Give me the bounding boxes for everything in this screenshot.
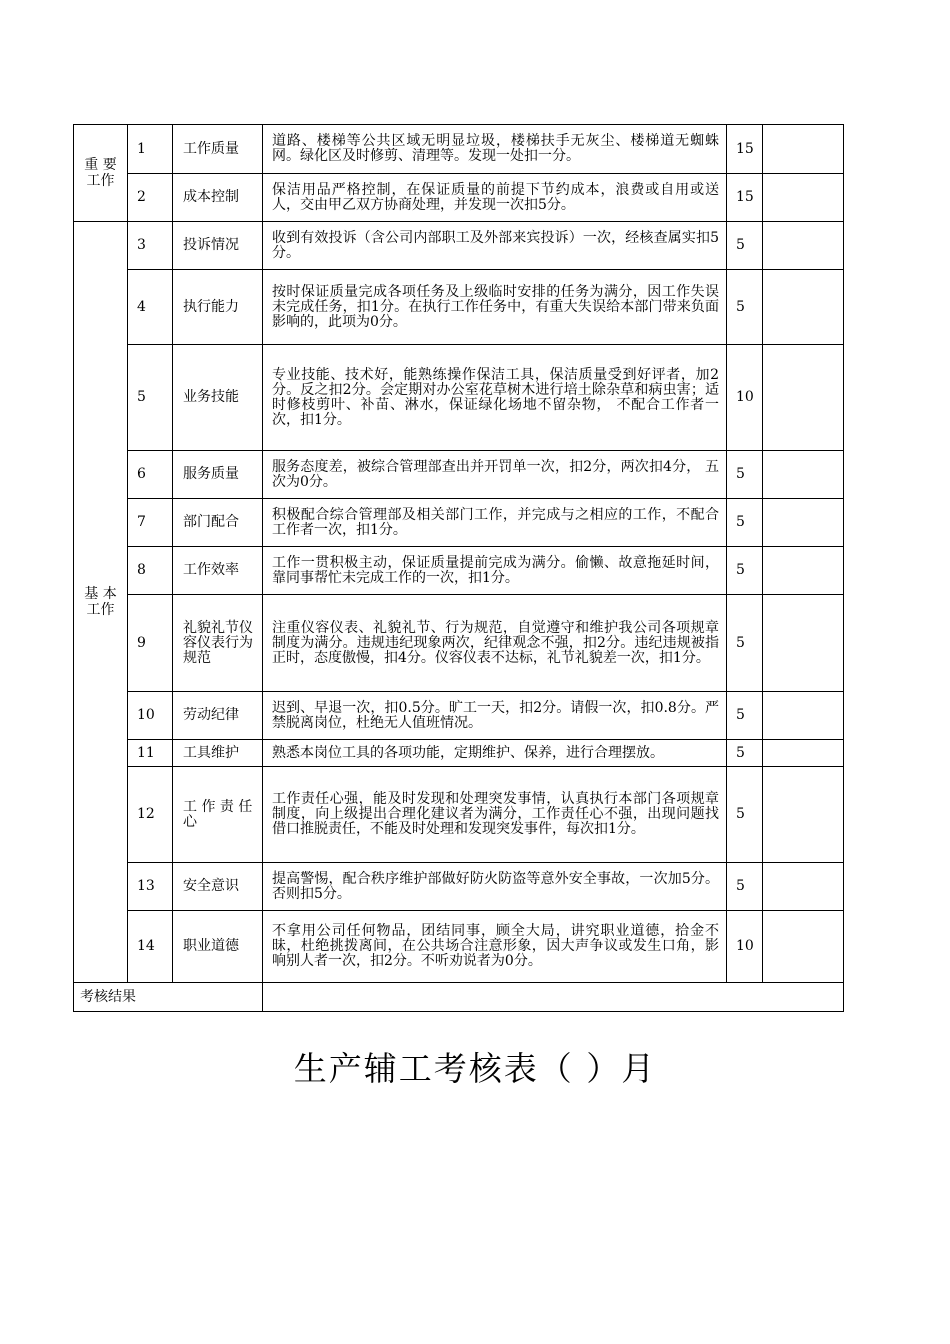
- item-number: 10: [128, 692, 173, 740]
- item-name: 工作效率: [173, 547, 263, 595]
- item-description: 收到有效投诉（含公司内部职工及外部来宾投诉）一次，经核查属实扣5分。: [263, 222, 727, 270]
- item-number: 14: [128, 911, 173, 983]
- item-score: 5: [727, 863, 763, 911]
- item-number: 5: [128, 345, 173, 451]
- assessment-table: [73, 124, 844, 1012]
- item-score: 5: [727, 270, 763, 345]
- table-row: [74, 125, 844, 174]
- item-description: 专业技能、技术好，能熟练操作保洁工具，保洁质量受到好评者，加2分。反之扣2分。会定期对办公室花草树木进行培土除杂草和病虫害；适时修枝剪叶、补苗、淋水，保证绿化场地不留杂物， 不配合工作者一次，扣1分。: [263, 345, 727, 451]
- table-row: [74, 345, 844, 451]
- assessment-table-body: [74, 125, 844, 1012]
- actual-score-cell: [763, 740, 844, 767]
- result-value-cell: [263, 983, 844, 1012]
- table-row: [74, 499, 844, 547]
- table-row: [74, 174, 844, 222]
- item-name: 成本控制: [173, 174, 263, 222]
- item-score: 5: [727, 740, 763, 767]
- item-name: 执行能力: [173, 270, 263, 345]
- item-score: 10: [727, 345, 763, 451]
- actual-score-cell: [763, 174, 844, 222]
- item-name: 工作质量: [173, 125, 263, 174]
- item-number: 11: [128, 740, 173, 767]
- category-basic: 基 本 工作: [74, 222, 128, 983]
- item-description: 道路、楼梯等公共区域无明显垃圾，楼梯扶手无灰尘、楼梯道无蜘蛛网。绿化区及时修剪、清理等。发现一处扣一分。: [263, 125, 727, 174]
- table-row: [74, 270, 844, 345]
- item-score: 5: [727, 222, 763, 270]
- item-description: 工作责任心强，能及时发现和处理突发事情，认真执行本部门各项规章制度，向上级提出合理化建议者为满分，工作责任心不强，出现问题找借口推脱责任，不能及时处理和发现突发事件，每次扣1分。: [263, 767, 727, 863]
- actual-score-cell: [763, 270, 844, 345]
- table-row: [74, 767, 844, 863]
- item-description: 积极配合综合管理部及相关部门工作，并完成与之相应的工作，不配合工作者一次，扣1分。: [263, 499, 727, 547]
- item-score: 5: [727, 451, 763, 499]
- item-number: 3: [128, 222, 173, 270]
- item-name: 服务质量: [173, 451, 263, 499]
- table-row: [74, 692, 844, 740]
- table-row: [74, 863, 844, 911]
- table-row: [74, 740, 844, 767]
- item-description: 服务态度差，被综合管理部查出并开罚单一次，扣2分，两次扣4分， 五次为0分。: [263, 451, 727, 499]
- item-name: 安全意识: [173, 863, 263, 911]
- actual-score-cell: [763, 499, 844, 547]
- actual-score-cell: [763, 125, 844, 174]
- item-description: 保洁用品严格控制，在保证质量的前提下节约成本，浪费或自用或送人，交由甲乙双方协商处理，并发现一次扣5分。: [263, 174, 727, 222]
- item-name: 部门配合: [173, 499, 263, 547]
- item-name: 职业道德: [173, 911, 263, 983]
- actual-score-cell: [763, 767, 844, 863]
- item-score: 10: [727, 911, 763, 983]
- actual-score-cell: [763, 863, 844, 911]
- item-number: 4: [128, 270, 173, 345]
- result-row: [74, 983, 844, 1012]
- item-number: 7: [128, 499, 173, 547]
- item-score: 5: [727, 692, 763, 740]
- page-title: 生产辅工考核表（ ）月: [293, 1049, 657, 1088]
- item-description: 迟到、早退一次，扣0.5分。旷工一天，扣2分。请假一次，扣0.8分。严禁脱离岗位，杜绝无人值班情况。: [263, 692, 727, 740]
- table-row: [74, 547, 844, 595]
- item-name: 工 作 责 任心: [173, 767, 263, 863]
- actual-score-cell: [763, 692, 844, 740]
- item-description: 注重仪容仪表、礼貌礼节、行为规范，自觉遵守和维护我公司各项规章制度为满分。违规违纪现象两次，纪律观念不强，扣2分。违纪违规被指正时，态度傲慢，扣4分。仪容仪表不达标，礼节礼貌差一次，扣1分。: [263, 595, 727, 692]
- item-score: 5: [727, 547, 763, 595]
- table-row: [74, 451, 844, 499]
- actual-score-cell: [763, 595, 844, 692]
- item-number: 8: [128, 547, 173, 595]
- item-score: 15: [727, 125, 763, 174]
- item-description: 熟悉本岗位工具的各项功能，定期维护、保养，进行合理摆放。: [263, 740, 727, 767]
- item-description: 不拿用公司任何物品，团结同事，顾全大局，讲究职业道德，拾金不昧，杜绝挑拨离间，在公共场合注意形象，因大声争议或发生口角，影响别人者一次，扣2分。不听劝说者为0分。: [263, 911, 727, 983]
- item-number: 6: [128, 451, 173, 499]
- item-score: 5: [727, 595, 763, 692]
- result-label: 考核结果: [74, 983, 263, 1012]
- item-name: 业务技能: [173, 345, 263, 451]
- item-name: 投诉情况: [173, 222, 263, 270]
- item-description: 提高警惕，配合秩序维护部做好防火防盗等意外安全事故，一次加5分。否则扣5分。: [263, 863, 727, 911]
- item-score: 5: [727, 499, 763, 547]
- actual-score-cell: [763, 451, 844, 499]
- item-name: 礼貌礼节仪容仪表行为规范: [173, 595, 263, 692]
- item-score: 5: [727, 767, 763, 863]
- item-name: 劳动纪律: [173, 692, 263, 740]
- table-row: [74, 222, 844, 270]
- table-row: [74, 595, 844, 692]
- actual-score-cell: [763, 345, 844, 451]
- table-row: [74, 911, 844, 983]
- category-important: 重 要 工作: [74, 125, 128, 222]
- item-number: 9: [128, 595, 173, 692]
- item-number: 2: [128, 174, 173, 222]
- item-name: 工具维护: [173, 740, 263, 767]
- item-description: 按时保证质量完成各项任务及上级临时安排的任务为满分，因工作失误未完成任务，扣1分。在执行工作任务中，有重大失误给本部门带来负面影响的，此项为0分。: [263, 270, 727, 345]
- item-score: 15: [727, 174, 763, 222]
- item-number: 13: [128, 863, 173, 911]
- actual-score-cell: [763, 911, 844, 983]
- actual-score-cell: [763, 222, 844, 270]
- item-description: 工作一贯积极主动，保证质量提前完成为满分。偷懒、故意拖延时间，靠同事帮忙未完成工作的一次，扣1分。: [263, 547, 727, 595]
- actual-score-cell: [763, 547, 844, 595]
- item-number: 1: [128, 125, 173, 174]
- item-number: 12: [128, 767, 173, 863]
